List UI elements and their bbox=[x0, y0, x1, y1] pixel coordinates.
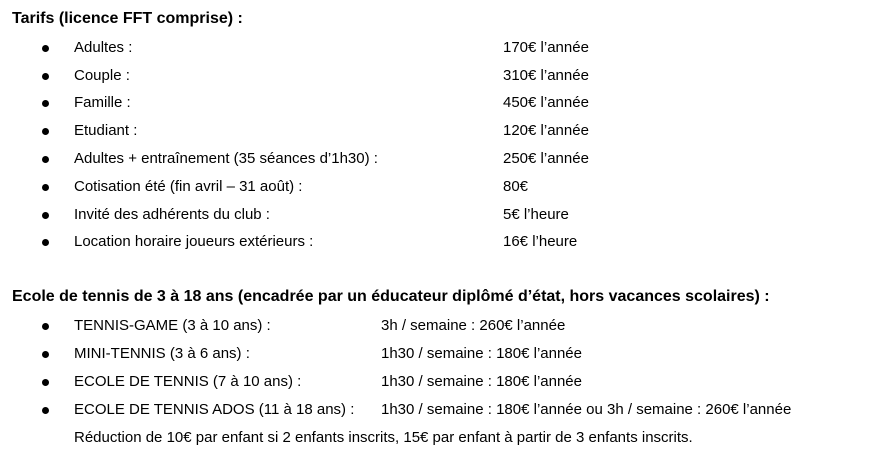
bullet-icon bbox=[42, 351, 49, 358]
list-item bbox=[0, 400, 893, 420]
bullet-icon bbox=[42, 45, 49, 52]
tarif-label: Adultes : bbox=[74, 39, 133, 56]
list-item bbox=[0, 121, 893, 141]
tarif-value: 5€ l’heure bbox=[503, 206, 569, 223]
list-item bbox=[0, 316, 893, 336]
discount-note: Réduction de 10€ par enfant si 2 enfants inscrits, 15€ par enfant à partir de 3 enfants inscrits. bbox=[74, 429, 693, 446]
ecole-label: MINI-TENNIS (3 à 6 ans) : bbox=[74, 345, 250, 362]
list-item bbox=[0, 344, 893, 364]
bullet-icon bbox=[42, 212, 49, 219]
ecole-value: 3h / semaine : 260€ l’année bbox=[381, 317, 566, 334]
ecole-label: TENNIS-GAME (3 à 10 ans) : bbox=[74, 317, 271, 334]
tarif-value: 170€ l’année bbox=[503, 39, 589, 56]
bullet-icon bbox=[42, 323, 49, 330]
bullet-icon bbox=[42, 73, 49, 80]
tarif-label: Invité des adhérents du club : bbox=[74, 206, 270, 223]
list-item bbox=[0, 232, 893, 252]
ecole-heading: Ecole de tennis de 3 à 18 ans (encadrée par un éducateur diplômé d’état, hors vacances scolaires) : bbox=[12, 288, 770, 305]
ecole-value: 1h30 / semaine : 180€ l’année ou 3h / semaine : 260€ l’année bbox=[381, 401, 792, 418]
tarif-value: 250€ l’année bbox=[503, 150, 589, 167]
tarif-label: Etudiant : bbox=[74, 122, 138, 139]
ecole-label: ECOLE DE TENNIS ADOS (11 à 18 ans) : bbox=[74, 401, 355, 418]
bullet-icon bbox=[42, 239, 49, 246]
tarif-label: Famille : bbox=[74, 94, 131, 111]
list-item bbox=[0, 205, 893, 225]
tarif-label: Cotisation été (fin avril – 31 août) : bbox=[74, 178, 303, 195]
bullet-icon bbox=[42, 379, 49, 386]
bullet-icon bbox=[42, 128, 49, 135]
tarif-label: Location horaire joueurs extérieurs : bbox=[74, 233, 314, 250]
tarif-value: 450€ l’année bbox=[503, 94, 589, 111]
list-item bbox=[0, 177, 893, 197]
tarif-value: 120€ l’année bbox=[503, 122, 589, 139]
tarif-value: 80€ bbox=[503, 178, 529, 195]
tarif-label: Couple : bbox=[74, 67, 130, 84]
tarifs-heading: Tarifs (licence FFT comprise) : bbox=[12, 10, 243, 27]
tarif-label: Adultes + entraînement (35 séances d’1h30) : bbox=[74, 150, 378, 167]
bullet-icon bbox=[42, 156, 49, 163]
list-item bbox=[0, 93, 893, 113]
ecole-label: ECOLE DE TENNIS (7 à 10 ans) : bbox=[74, 373, 302, 390]
bullet-icon bbox=[42, 184, 49, 191]
tarif-value: 310€ l’année bbox=[503, 67, 589, 84]
bullet-icon bbox=[42, 407, 49, 414]
tarif-value: 16€ l’heure bbox=[503, 233, 578, 250]
bullet-icon bbox=[42, 100, 49, 107]
list-item bbox=[0, 38, 893, 58]
list-item bbox=[0, 372, 893, 392]
list-item bbox=[0, 149, 893, 169]
list-item bbox=[0, 66, 893, 86]
ecole-value: 1h30 / semaine : 180€ l’année bbox=[381, 373, 582, 390]
ecole-value: 1h30 / semaine : 180€ l’année bbox=[381, 345, 582, 362]
